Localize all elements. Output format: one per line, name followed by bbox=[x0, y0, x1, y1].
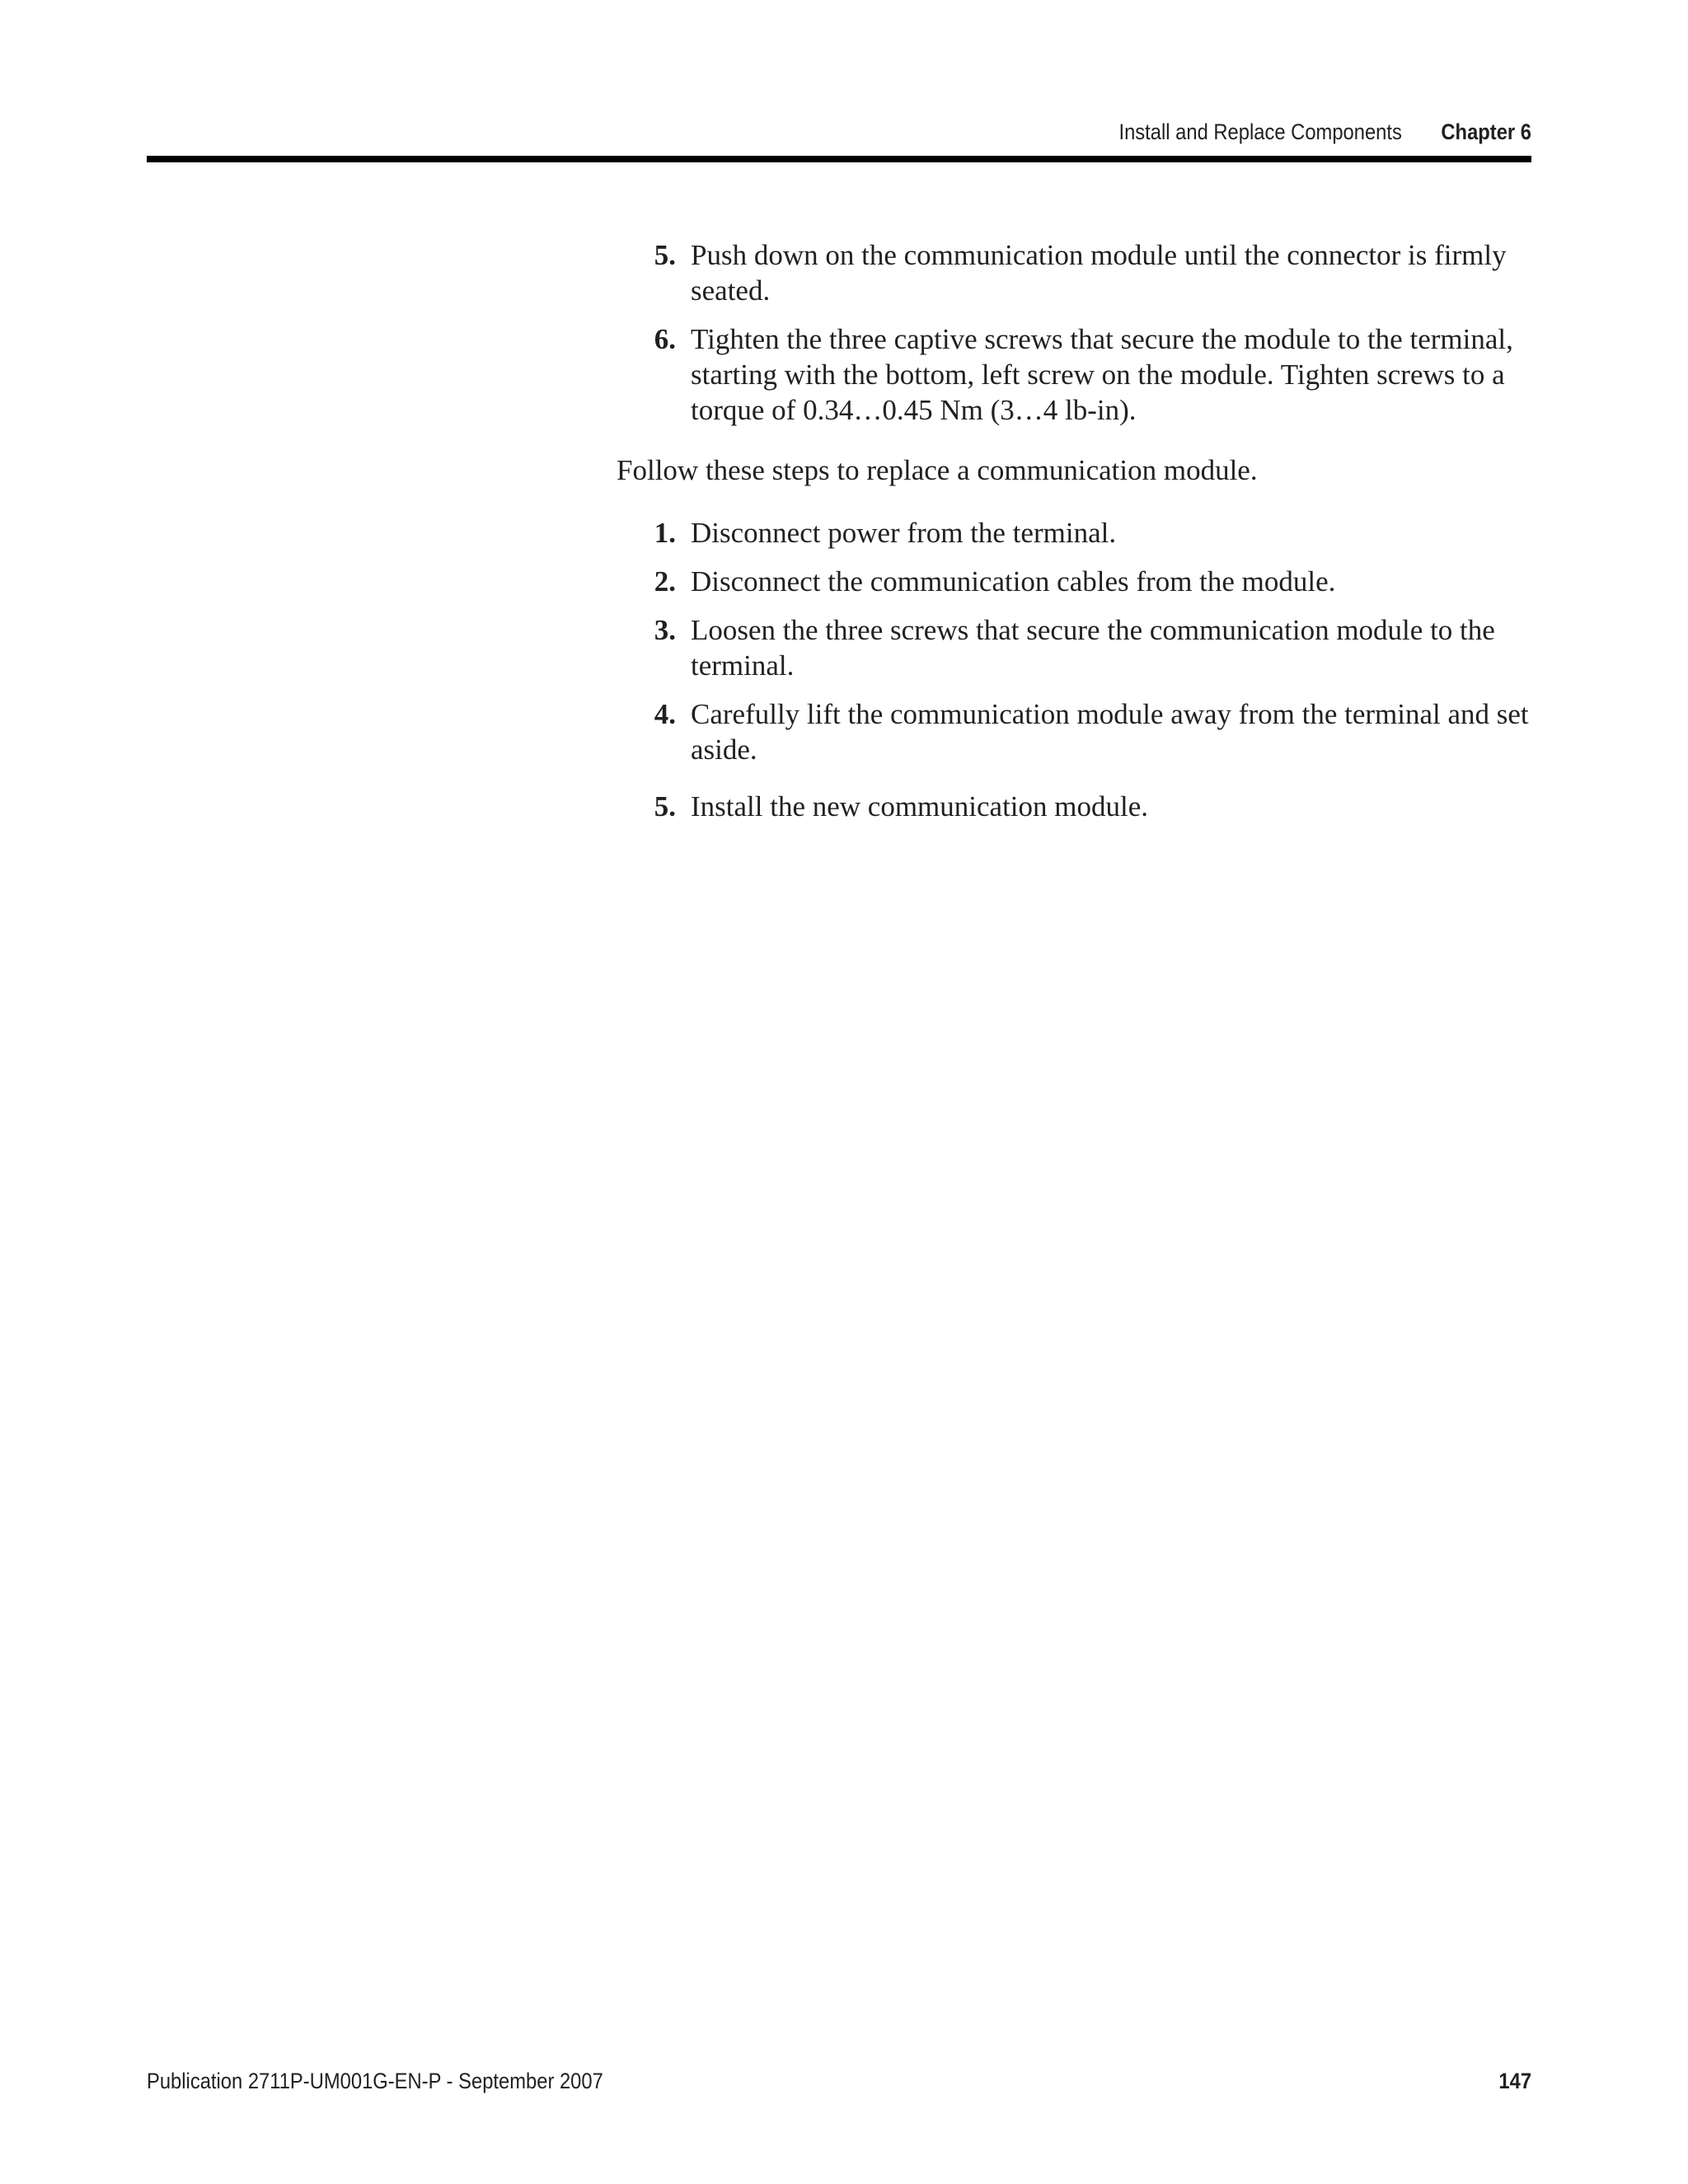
step-number: 1. bbox=[654, 517, 676, 549]
step-number: 5. bbox=[654, 239, 676, 271]
header-rule bbox=[147, 156, 1531, 162]
list-item bbox=[617, 321, 1533, 428]
publication-info: Publication 2711P-UM001G-EN-P - September 2007 bbox=[147, 2069, 603, 2093]
chapter-label: Chapter 6 bbox=[1441, 120, 1531, 144]
step-text: Carefully lift the communication module away from the terminal and set aside. bbox=[691, 698, 1529, 766]
page-content bbox=[617, 237, 1533, 837]
replace-steps-list bbox=[617, 515, 1533, 824]
step-number: 5. bbox=[654, 790, 676, 823]
step-number: 4. bbox=[654, 698, 676, 730]
list-item bbox=[617, 237, 1533, 308]
step-text: Tighten the three captive screws that secure the module to the terminal, starting with the bottom, left screw on the module. Tighten screws to a torque of 0.34…0.45 Nm (3…4 lb-in). bbox=[691, 323, 1513, 426]
list-item bbox=[617, 612, 1533, 683]
running-header bbox=[313, 115, 1531, 148]
step-text: Disconnect the communication cables from the module. bbox=[691, 565, 1336, 598]
replace-intro: Follow these steps to replace a communication module. bbox=[617, 454, 1258, 486]
page-number: 147 bbox=[1498, 2069, 1531, 2093]
section-title: Install and Replace Components bbox=[1118, 120, 1402, 144]
step-text: Push down on the communication module until the connector is firmly seated. bbox=[691, 239, 1507, 307]
step-text: Disconnect power from the terminal. bbox=[691, 517, 1117, 549]
list-item bbox=[617, 789, 1533, 824]
step-number: 3. bbox=[654, 614, 676, 646]
list-item bbox=[617, 515, 1533, 551]
running-footer bbox=[147, 2064, 1531, 2097]
install-steps-list bbox=[617, 237, 1533, 428]
step-text: Loosen the three screws that secure the communication module to the terminal. bbox=[691, 614, 1495, 682]
step-number: 2. bbox=[654, 565, 676, 598]
list-item bbox=[617, 564, 1533, 599]
step-number: 6. bbox=[654, 323, 676, 355]
step-text: Install the new communication module. bbox=[691, 790, 1149, 823]
list-item bbox=[617, 696, 1533, 767]
